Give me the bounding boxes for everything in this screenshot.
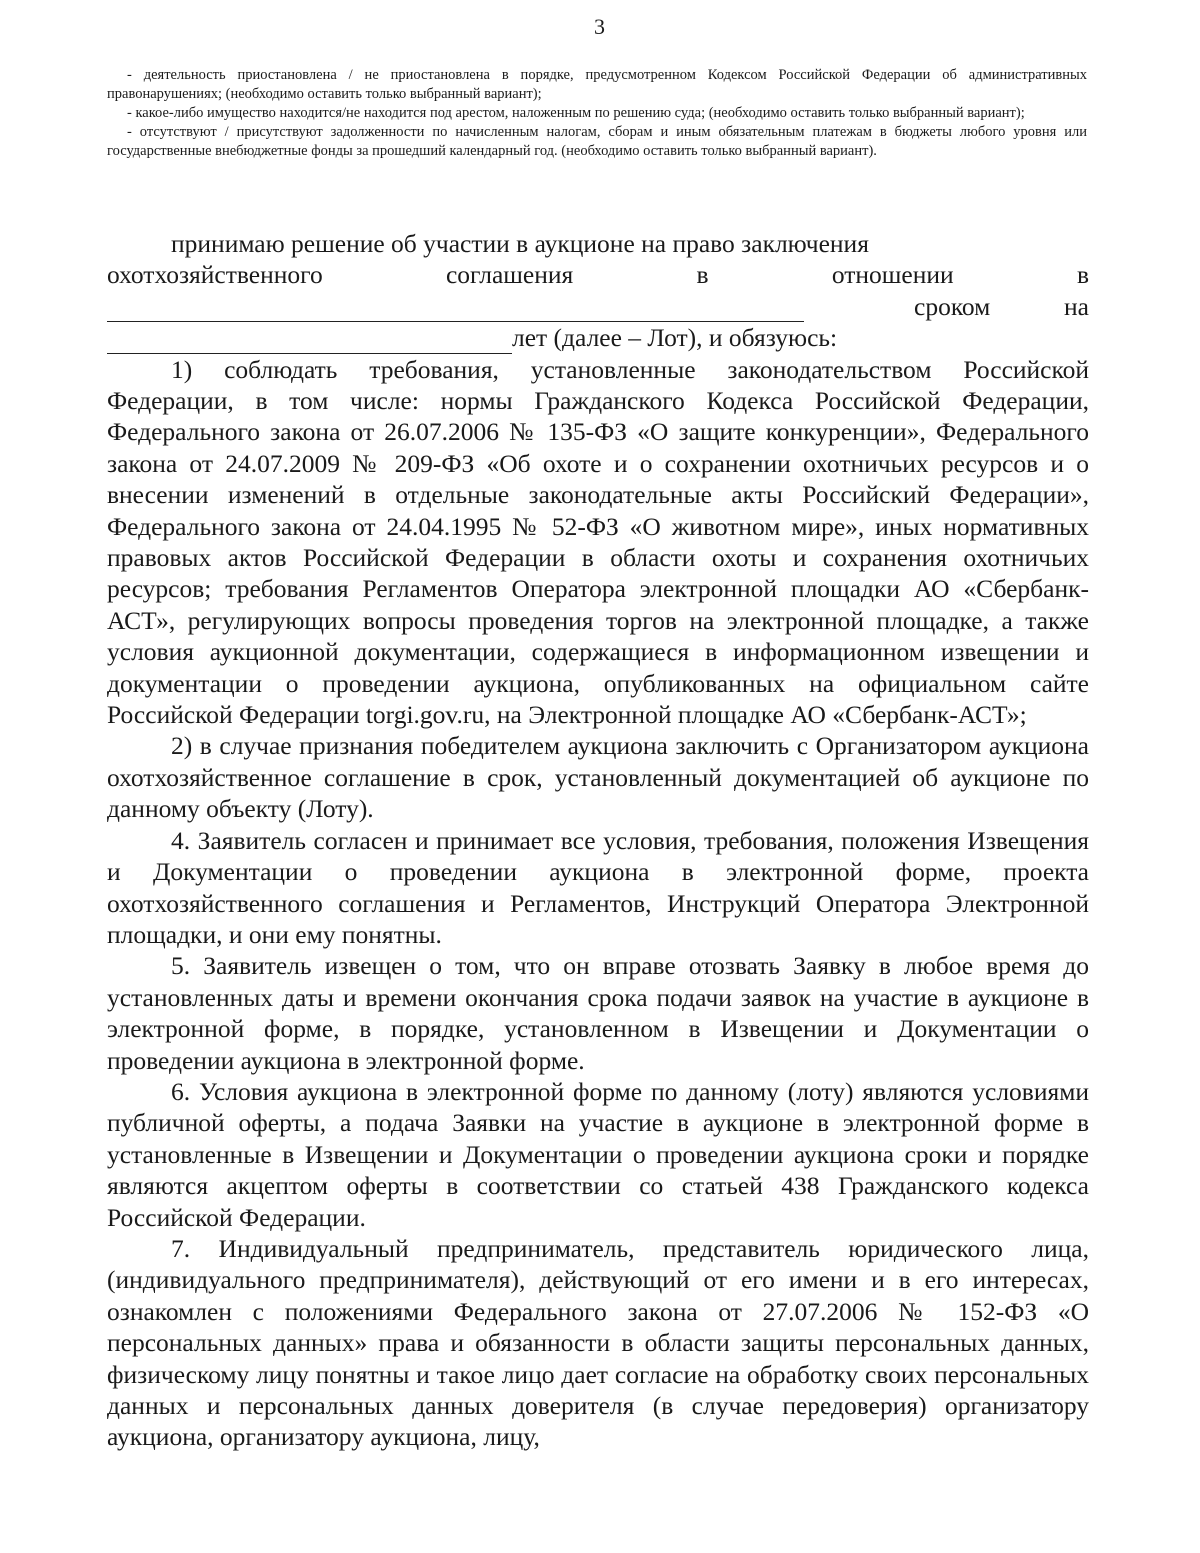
page-number: 3	[594, 14, 606, 39]
decision-line-4	[107, 322, 1089, 353]
hunting-ground-blank-field[interactable]	[107, 299, 804, 322]
decision-word: в	[1076, 260, 1089, 290]
paragraph-4: 4. Заявитель согласен и принимает все условия, требования, положения Извещения и Документации о проведении аукциона в электронной форме, проекта охотхозяйственного соглашения и Регламентов, Инструкций Оператора Электронной площадки, и они ему понятны.	[107, 825, 1089, 949]
declaration-property-arrest: - какое-либо имущество находится/не находится под арестом, наложенным по решению суда; (необходимо оставить только выбранный вариант);	[127, 105, 1025, 121]
decision-word: соглашения	[445, 260, 574, 290]
status-declarations	[107, 66, 1087, 161]
decision-word: на	[1064, 291, 1089, 321]
paragraph-6: 6. Условия аукциона в электронной форме по данному (лоту) являются условиями публичной оферты, а подача Заявки на участие в аукционе в электронной форме в установленные в Извещении и Документации о проведении аукциона сроки и порядке являются акцептом оферты в соответствии со статьей 438 Гражданского кодекса Российской Федерации.	[107, 1076, 1089, 1232]
decision-word: охотхозяйственного	[107, 260, 323, 290]
declaration-tax-debts: - отсутствуют / присутствуют задолженности по начисленным налогам, сборам и иным обязательным платежам в бюджеты любого уровня или государственные внебюджетные фонды за прошедший календарный год. (необходимо оставить только выбранный вариант).	[107, 124, 1087, 159]
decision-line-2	[107, 259, 1089, 290]
application-body	[107, 228, 1089, 1453]
decision-word: сроком	[914, 291, 991, 321]
paragraph-5: 5. Заявитель извещен о том, что он вправе отозвать Заявку в любое время до установленных даты и времени окончания срока подачи заявок на участие в аукционе в электронной форме, в порядке, установленном в Извещении и Документации о проведении аукциона в электронной форме.	[107, 951, 1089, 1075]
term-years-blank-field[interactable]	[107, 331, 512, 354]
decision-word: отношении	[831, 260, 954, 290]
term-words	[804, 291, 1089, 322]
paragraph-obligation-2: 2) в случае признания победителем аукциона заключить с Организатором аукциона охотхозяйственное соглашение в срок, установленный документацией об аукционе по данному объекту (Лоту).	[107, 731, 1089, 824]
paragraph-7: 7. Индивидуальный предприниматель, представитель юридического лица, (индивидуального предпринимателя), действующий от его имени и в его интересах, ознакомлен с положениями Федерального закона от 27.07.2006 № 152-ФЗ «О персональных данных» права и обязанности в области защиты персональных данных, физическому лицу понятны и такое лицо дает согласие на обработку своих персональных данных и персональных данных доверителя (в случае передоверия) организатору аукциона, организатору аукциона, лицу,	[107, 1233, 1089, 1452]
paragraph-obligation-1: 1) соблюдать требования, установленные законодательством Российской Федерации, в том числе: нормы Гражданского Кодекса Российской Федерации, Федерального закона от 26.07.2006 № 135-ФЗ «О защите конкуренции», Федерального закона от 24.07.2009 № 209-ФЗ «Об охоте и о сохранении охотничьих ресурсов и о внесении изменений в отдельные законодательные акты Российский Федерации», Федерального закона от 24.04.1995 № 52-ФЗ «О животном мире», иных нормативных правовых актов Российской Федерации в области охоты и сохранения охотничьих ресурсов; требования Регламентов Оператора электронной площадки АО «Сбербанк-АСТ», регулирующих вопросы проведения торгов на электронной площадке, а также условия аукционной документации, содержащиеся в информационном извещении и документации о проведении аукциона, опубликованных на официальном сайте Российской Федерации torgi.gov.ru, на Электронной площадке АО «Сбербанк-АСТ»;	[107, 354, 1089, 730]
decision-word: в	[696, 260, 709, 290]
decision-line-1: принимаю решение об участии в аукционе на право заключения	[171, 229, 869, 258]
decision-line-3	[107, 291, 1089, 322]
decision-line-4-tail: лет (далее – Лот), и обязуюсь:	[512, 323, 838, 353]
declaration-activity-suspension: - деятельность приостановлена / не приостановлена в порядке, предусмотренном Кодексом Российской Федерации об административных правонарушениях; (необходимо оставить только выбранный вариант);	[107, 67, 1087, 102]
